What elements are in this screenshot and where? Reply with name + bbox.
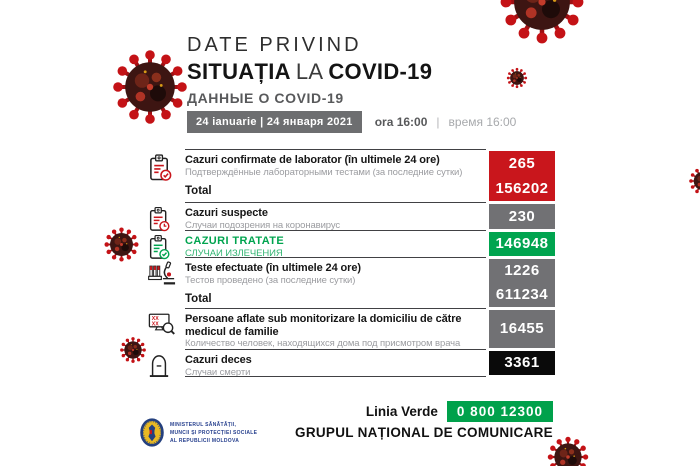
date-time-row [187, 111, 516, 133]
time-romanian: ora 16:00 [374, 115, 428, 129]
date-badge: 24 ianuarie | 24 января 2021 [187, 111, 362, 133]
value-total-tests: 611234 [495, 286, 549, 303]
subtitle-russian: ДАННЫЕ О COVID-19 [187, 90, 344, 106]
row-deaths-text [185, 349, 486, 376]
row-monitored-values [489, 308, 555, 349]
clipboard-check-red-icon [143, 149, 185, 202]
row-label-ro: CAZURI TRATATE [185, 235, 285, 247]
virus-decoration-right-edge-icon [688, 166, 700, 196]
value-block-black [489, 351, 555, 375]
title-covid19: COVID-19 [328, 59, 433, 84]
value-block-red [489, 151, 555, 201]
svg-text:XX: XX [151, 321, 159, 328]
virus-decoration-top-right-icon [497, 0, 587, 47]
table-row-tests [143, 257, 555, 308]
value-deaths: 3361 [504, 354, 540, 371]
communication-group-label: GRUPUL NAȚIONAL DE COMUNICARE [295, 425, 553, 440]
row-label-ro: Cazuri suspecte [185, 207, 268, 219]
row-deaths-values [489, 349, 555, 376]
virus-decoration-left-edge-icon [103, 226, 140, 263]
row-label-ru: Количество человек, находящихся дома под присмотром врача [185, 338, 461, 350]
value-block-green [489, 232, 555, 256]
row-suspected-text [185, 202, 486, 230]
value-monitored: 16455 [499, 320, 545, 337]
svg-text:XX: XX [151, 316, 159, 323]
clipboard-clock-icon [143, 202, 185, 230]
row-tests-values [489, 257, 555, 308]
row-tests-text [185, 257, 486, 308]
time-labels [375, 115, 517, 129]
row-monitored-text [185, 308, 486, 349]
row-confirmed-text [185, 149, 486, 202]
virus-decoration-small-top-icon [506, 67, 528, 89]
title-line2 [187, 59, 432, 85]
title-line1: DATE PRIVIND [187, 34, 362, 56]
row-label-ro: Persoane aflate sub monitorizare la domiciliu de către medicul de familie [185, 313, 462, 338]
clipboard-check-green-icon [143, 230, 185, 257]
row-confirmed-values [489, 149, 555, 202]
row-suspected-values [489, 202, 555, 230]
ministry-name [170, 421, 257, 445]
table-row-monitored [143, 308, 555, 349]
row-label-ru: Случаи смерти [185, 366, 251, 378]
virus-decoration-top-left-icon [110, 44, 190, 130]
table-row-confirmed [143, 149, 555, 202]
title-la: LA [295, 59, 324, 84]
monitor-magnifier-icon [143, 308, 185, 349]
value-block-gray [489, 259, 555, 307]
row-total-label: Total [185, 293, 212, 306]
table-row-treated [143, 230, 555, 257]
table-row-suspected [143, 202, 555, 230]
row-treated-values [489, 230, 555, 257]
hotline [366, 401, 553, 422]
title-situatia: SITUAȚIA [187, 59, 291, 84]
value-new-tests: 1226 [504, 262, 540, 279]
row-treated-text [185, 230, 486, 257]
ministry-line3: AL REPUBLICII MOLDOVA [170, 437, 240, 444]
hotline-number-badge: 0 800 12300 [447, 401, 553, 422]
value-new-cases: 265 [508, 154, 536, 172]
row-label-ro: Cazuri confirmate de laborator (în ultimele 24 ore) [185, 154, 440, 166]
value-total-cases: 156202 [495, 179, 549, 197]
ministry-logo-block [140, 418, 257, 447]
header [187, 34, 432, 106]
hotline-label: Linia Verde [365, 404, 438, 419]
time-russian: время 16:00 [448, 115, 517, 129]
ministry-emblem-icon [140, 418, 164, 447]
ministry-line1: MINISTERUL SĂNĂTĂȚII, [170, 421, 237, 428]
row-label-ru: СЛУЧАИ ИЗЛЕЧЕНИЯ [185, 247, 283, 259]
time-separator: | [436, 115, 440, 129]
row-label-ru: Случаи подозрения на коронавирус [185, 219, 341, 231]
test-tubes-microscope-icon [143, 257, 185, 308]
value-block-gray [489, 310, 555, 348]
value-treated: 146948 [495, 235, 549, 252]
row-total-label: Total [185, 185, 212, 198]
value-suspected: 230 [508, 207, 536, 225]
row-label-ro: Teste efectuate (în ultimele 24 ore) [185, 262, 361, 274]
tombstone-icon [143, 349, 185, 376]
row-label-ru: Подтверждённые лабораторными тестами (за последние сутки) [185, 166, 463, 178]
row-label-ru: Тестов проведено (за последние сутки) [185, 274, 356, 286]
table-row-deaths [143, 349, 555, 376]
ministry-line2: MUNCII ȘI PROTECȚIEI SOCIALE [170, 429, 258, 436]
row-label-ro: Cazuri deces [185, 354, 252, 366]
statistics-table [143, 149, 555, 380]
value-block-gray [489, 204, 555, 229]
